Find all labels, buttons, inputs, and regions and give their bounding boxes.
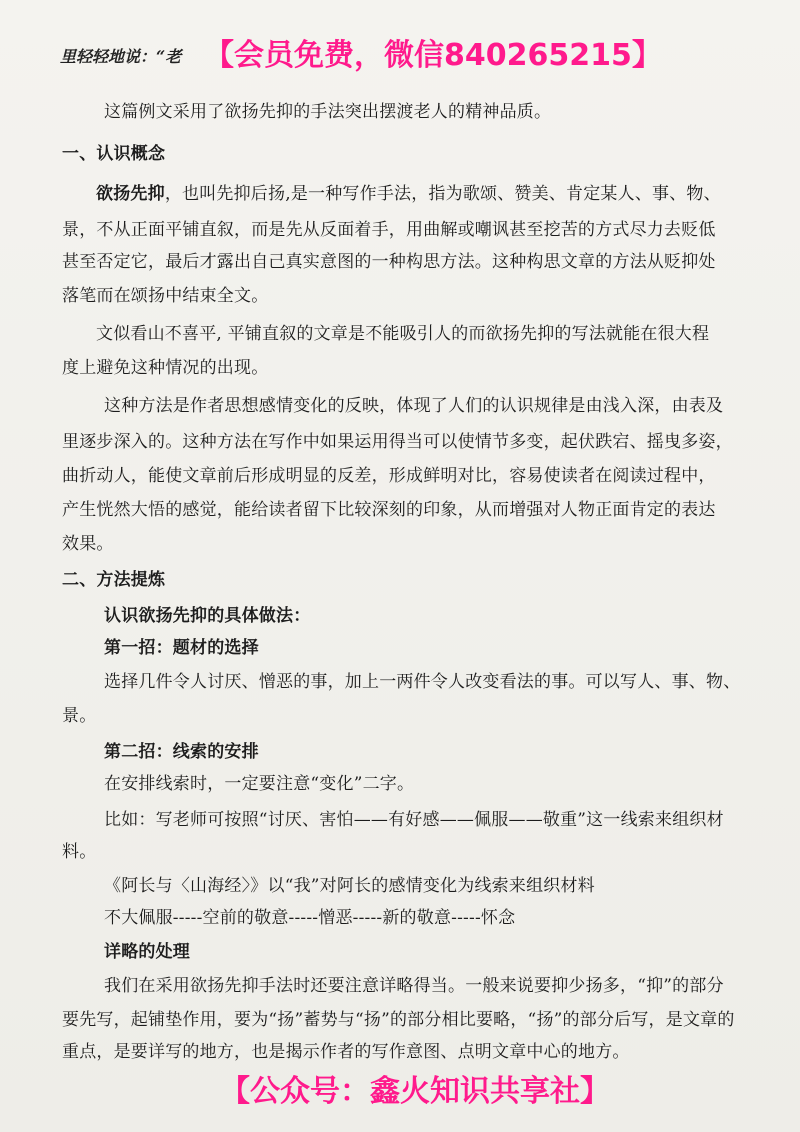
move2-title: 第二招：线索的安排 (104, 742, 259, 762)
section1-title: 一、认识概念 (62, 144, 166, 164)
example-line1: 《阿长与〈山海经〉》以“我”对阿长的感情变化为线索来组织材料 (104, 876, 595, 896)
paragraph1-line2: 景，不从正面平铺直叙，而是先从反面着手，用曲解或嘲讽甚至挖苦的方式尽力去贬低 (62, 220, 716, 240)
paragraph1-line1 (96, 182, 721, 206)
top-fragment: 里轻轻地说：“老 (60, 47, 182, 66)
paragraph1-line4: 落笔而在颂扬中结束全文。 (62, 286, 269, 306)
detail-line2: 要先写，起铺垫作用，要为“扬”蓄势与“扬”的部分相比要略，“扬”的部分后写，是文章的 (62, 1010, 735, 1030)
detail-line1: 我们在采用欲扬先抑手法时还要注意详略得当。一般来说要抑少扬多，“抑”的部分 (104, 976, 724, 996)
paragraph3-line1: 这种方法是作者思想感情变化的反映，体现了人们的认识规律是由浅入深，由表及 (104, 396, 724, 416)
detail-line3: 重点，是要详写的地方，也是揭示作者的写作意图、点明文章中心的地方。 (62, 1042, 630, 1062)
paragraph2-line1: 文似看山不喜平, 平铺直叙的文章是不能吸引人的而欲扬先抑的写法就能在很大程 (96, 324, 710, 344)
example-line2: 不大佩服-----空前的敬意-----憎恶-----新的敬意-----怀念 (104, 908, 516, 928)
paragraph1-line1-rest: ，也叫先抑后扬,是一种写作手法，指为歌颂、赞美、肯定某人、事、物、 (164, 184, 721, 204)
move1-title: 第一招：题材的选择 (104, 638, 259, 658)
term-bold: 欲扬先抑 (96, 184, 165, 204)
subsection-title: 认识欲扬先抑的具体做法： (104, 606, 311, 626)
detail-title: 详略的处理 (104, 942, 190, 962)
paragraph3-line3: 曲折动人，能使文章前后形成明显的反差，形成鲜明对比，容易使读者在阅读过程中， (62, 466, 716, 486)
move2-line1: 在安排线索时，一定要注意“变化”二字。 (104, 774, 415, 794)
move2-line2: 比如：写老师可按照“讨厌、害怕——有好感——佩服——敬重”这一线索来组织材 (104, 810, 724, 830)
move2-line3: 料。 (62, 842, 97, 862)
intro-line: 这篇例文采用了欲扬先抑的手法突出摆渡老人的精神品质。 (104, 102, 552, 122)
paragraph3-line2: 里逐步深入的。这种方法在写作中如果运用得当可以使情节多变，起伏跌宕、摇曳多姿， (62, 432, 733, 452)
paragraph2-line2: 度上避免这种情况的出现。 (62, 358, 269, 378)
paragraph1-line3: 甚至否定它，最后才露出自己真实意图的一种构思方法。这种构思文章的方法从贬抑处 (62, 252, 716, 272)
move1-line1: 选择几件令人讨厌、憎恶的事，加上一两件令人改变看法的事。可以写人、事、物、 (104, 672, 741, 692)
watermark-top: 【会员免费，微信840265215】 (204, 38, 662, 73)
watermark-bottom: 【公众号：鑫火知识共享社】 (220, 1074, 610, 1109)
paragraph3-line4: 产生恍然大悟的感觉，能给读者留下比较深刻的印象，从而增强对人物正面肯定的表达 (62, 500, 716, 520)
paragraph3-line5: 效果。 (62, 534, 114, 554)
move1-line2: 景。 (62, 706, 97, 726)
section2-title: 二、方法提炼 (62, 570, 166, 590)
